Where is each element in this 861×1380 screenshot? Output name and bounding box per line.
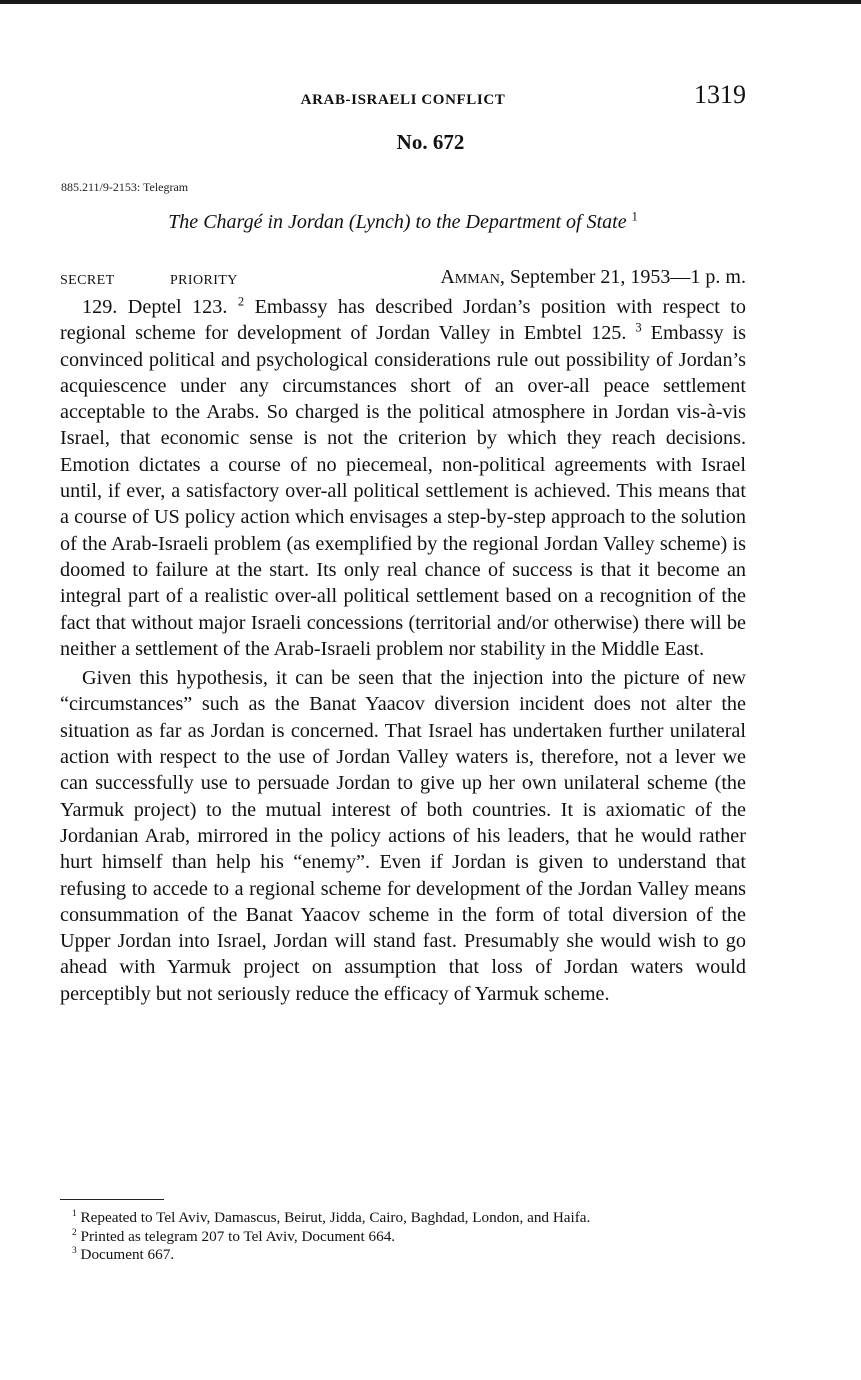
title-footnote-ref: 1 — [631, 209, 638, 224]
document-number: No. 672 — [396, 130, 465, 154]
classification-mark: SECRET — [60, 273, 115, 288]
date-time: , September 21, 1953—1 p. m. — [499, 266, 746, 288]
footnote-marker: 2 — [72, 1227, 77, 1238]
place: Amman — [440, 266, 500, 288]
footnote — [60, 1209, 746, 1228]
page-header — [60, 80, 746, 116]
footnote-text: Printed as telegram 207 to Tel Aviv, Document 664. — [76, 1227, 396, 1245]
footnote — [60, 1246, 746, 1265]
dateline — [60, 266, 746, 292]
footnote-marker: 3 — [72, 1245, 77, 1256]
footnotes — [60, 1209, 746, 1265]
file-reference: 885.211/9-2153: Telegram — [61, 180, 189, 194]
footnote-text: Document 667. — [76, 1246, 175, 1263]
footnote-ref: 3 — [635, 320, 642, 335]
precedence-mark: PRIORITY — [170, 273, 238, 288]
paragraph — [60, 665, 746, 1007]
paragraph-text: Embassy has described Jordan’s position with respect to regional scheme for development of Jordan Valley in Embtel 125. — [60, 296, 747, 345]
paragraph-text: Embassy is convinced political and psychological considerations rule out possibility of Jordan’s acquiescence under any circumstances short of an over-all peace settlement acceptable to the Arabs. So charged is the political atmosphere in Jordan vis-à-vis Israel, that economic sense is not the criterion by which they reach decisions. Emotion dictates a course of no piecemeal, non-political agreements with Israel until, if ever, a satisfactory over-all political settlement is achieved. This means that a course of US policy action which envisages a step-by-step approach to the solution of the Arab-Israeli problem (as exemplified by the regional Jordan Valley scheme) is doomed to failure at the start. Its only real chance of success is that it become an integral part of a realistic over-all political settlement based on a recognition of the fact that without major Israeli concessions (territorial and/or otherwise) there will be neither a settlement of the Arab-Israeli problem nor stability in the Middle East. — [60, 322, 746, 660]
document-title-text: The Chargé in Jordan (Lynch) to the Department of State — [168, 211, 627, 233]
place-and-date — [440, 266, 746, 289]
page-number: 1319 — [694, 80, 746, 109]
running-head: ARAB-ISRAELI CONFLICT — [300, 92, 506, 108]
paragraph-text: 129. Deptel 123. — [82, 296, 238, 318]
telegram-body — [60, 294, 746, 1010]
footnote — [60, 1228, 746, 1247]
footnote-marker: 1 — [72, 1208, 77, 1219]
footnote-rule — [60, 1199, 164, 1200]
footnote-ref: 2 — [237, 294, 245, 309]
footnote-text: Repeated to Tel Aviv, Damascus, Beirut, Jidda, Cairo, Baghdad, London, and Haifa. — [76, 1209, 591, 1226]
page-top-edge — [0, 0, 861, 4]
paragraph-text: Given this hypothesis, it can be seen that the injection into the picture of new “circumstances” such as the Banat Yaacov diversion incident does not alter the situation as far as Jordan is concerned. That Israel has undertaken further unilateral action with respect to the use of Jordan Valley waters is, therefore, not a lever we can successfully use to persuade Jordan to give up her own unilateral scheme (the Yarmuk project) to the mutual interest of both countries. It is axiomatic of the Jordanian Arab, mirrored in the policy actions of his leaders, that he would rather hurt himself than help his “enemy”. Even if Jordan is given to understand that refusing to accede to a regional scheme for development of the Jordan Valley means consummation of the Banat Yaacov scheme in the form of total diversion of the Upper Jordan into Israel, Jordan will stand fast. Presumably she would wish to go ahead with Yarmuk project on assumption that loss of Jordan waters would perceptibly but not seriously reduce the efficacy of Yarmuk scheme. — [60, 667, 746, 1005]
paragraph — [60, 294, 746, 662]
document-title — [60, 211, 746, 234]
